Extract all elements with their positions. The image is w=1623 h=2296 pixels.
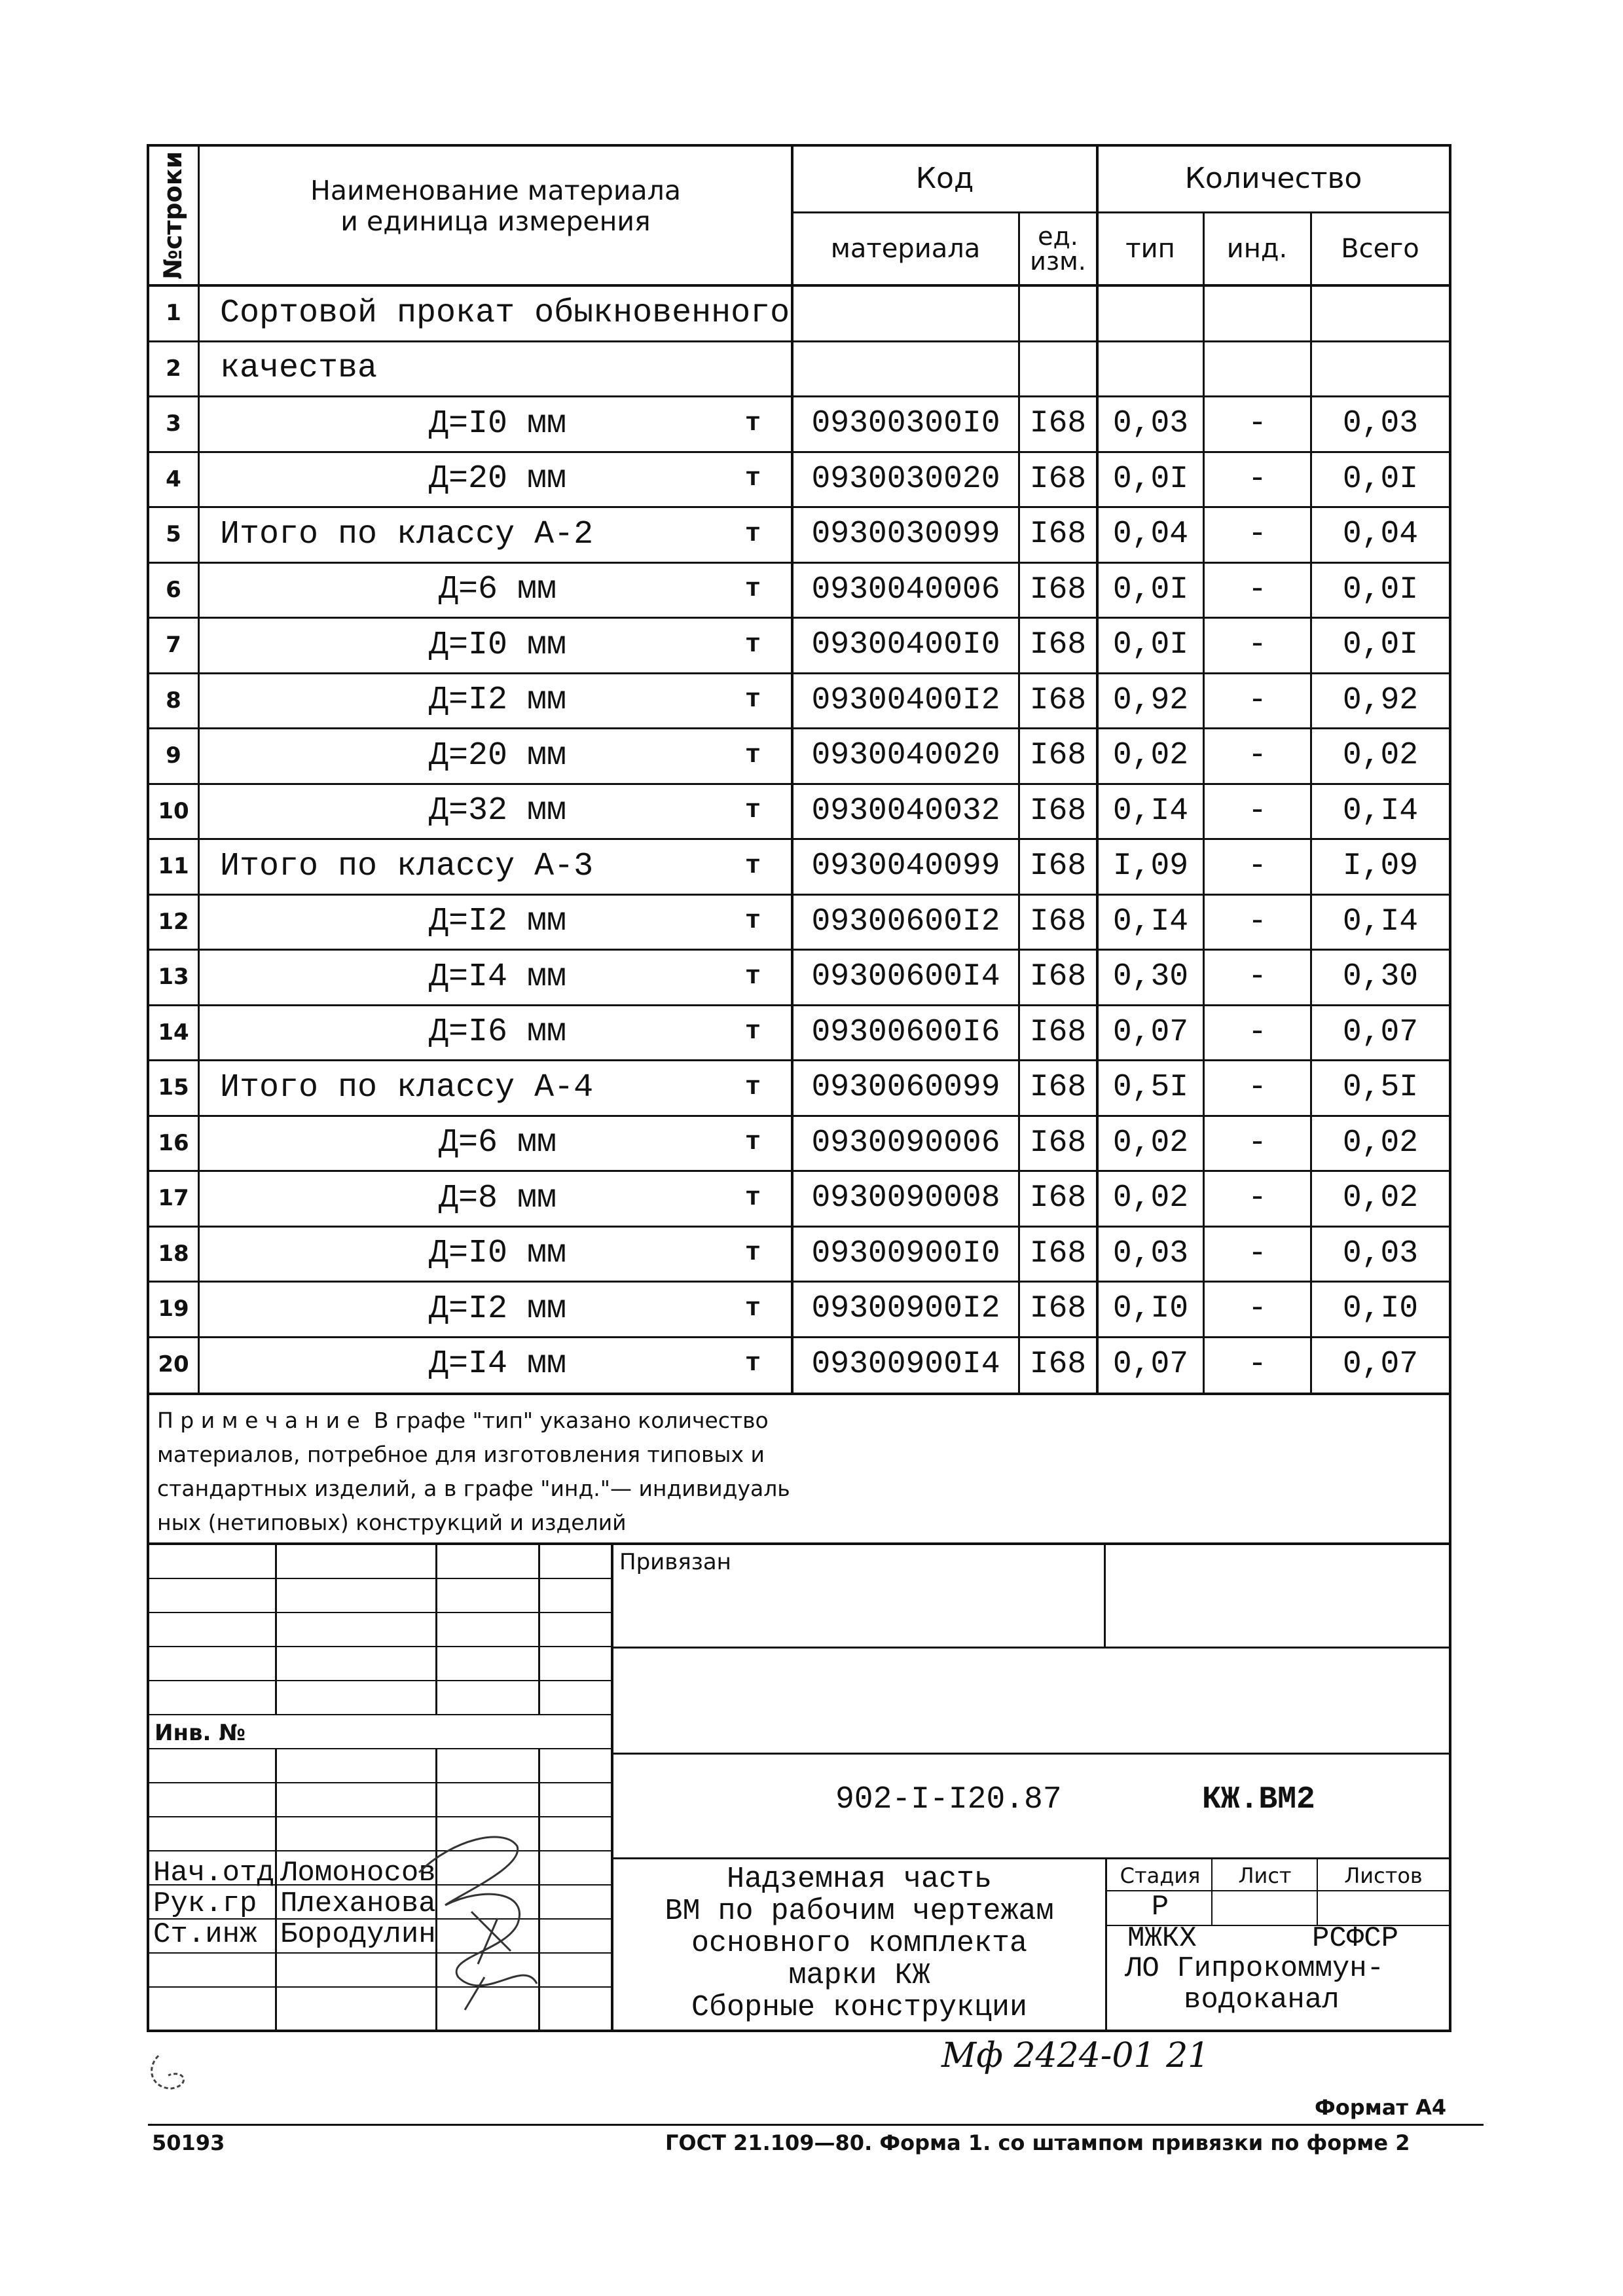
material-code: 09300400I2 [811, 682, 1000, 718]
table-row [0, 894, 1623, 950]
row-number: 4 [166, 465, 181, 492]
material-name: Итого по классу А-2 [220, 515, 594, 553]
privyazan-label: Привязан [619, 1549, 731, 1575]
title-line: Сборные конструкции [691, 1991, 1028, 2024]
material-name: Д=20 мм [428, 737, 567, 774]
qty-typ: 0,04 [1112, 517, 1189, 553]
qty-total: 0,04 [1342, 517, 1419, 553]
material-code: 09300400I0 [811, 627, 1000, 663]
org-line2: ЛО Гипрокоммун- [1125, 1952, 1385, 1985]
org-line1-left: МЖКХ [1127, 1922, 1197, 1955]
unit-letter: т [744, 1128, 761, 1158]
unit-code: I68 [1029, 959, 1087, 995]
material-code: 09300900I2 [811, 1291, 1000, 1327]
row-number: 11 [158, 853, 189, 880]
material-name: Д=I0 мм [428, 405, 567, 443]
unit-letter: т [744, 907, 761, 937]
qty-ind: - [1248, 1235, 1267, 1271]
signatory-name: Ломоносов [280, 1857, 436, 1889]
title-line: ВМ по рабочим чертежам [665, 1895, 1054, 1928]
header-code-group: Код [915, 161, 974, 195]
unit-code: I68 [1029, 1180, 1087, 1216]
unit-code: I68 [1029, 406, 1087, 442]
unit-code: I68 [1029, 738, 1087, 774]
qty-total: 0,I0 [1342, 1291, 1419, 1327]
row-number: 2 [166, 355, 181, 382]
qty-ind: - [1248, 1291, 1267, 1327]
qty-ind: - [1248, 682, 1267, 718]
qty-typ: 0,02 [1112, 1180, 1189, 1216]
unit-code: I68 [1029, 1014, 1087, 1050]
unit-code: I68 [1029, 848, 1087, 884]
left-number: 50193 [152, 2130, 225, 2155]
material-name: Д=8 мм [438, 1179, 557, 1217]
material-name: Д=I0 мм [428, 1235, 567, 1273]
qty-typ [1099, 341, 1203, 397]
format-label: Формат А4 [1315, 2095, 1447, 2120]
table-row [0, 1226, 1623, 1282]
qty-typ: 0,03 [1112, 1235, 1189, 1271]
signatory-role: Нач.отд [153, 1857, 274, 1889]
qty-ind: - [1248, 1070, 1267, 1106]
qty-total: 0,92 [1342, 682, 1419, 718]
title-line: Надземная часть [726, 1863, 993, 1896]
unit-code: I68 [1029, 793, 1087, 829]
table-row [0, 452, 1623, 507]
table-row [0, 1116, 1623, 1171]
qty-typ: 0,0I [1112, 627, 1189, 663]
unit-letter: т [744, 685, 761, 716]
qty-typ: 0,07 [1112, 1346, 1189, 1382]
unit-code: I68 [1029, 1235, 1087, 1271]
qty-total: 0,07 [1342, 1346, 1419, 1382]
qty-ind [1205, 285, 1310, 341]
unit-code: I68 [1029, 1346, 1087, 1382]
signatory-role: Рук.гр [153, 1887, 257, 1920]
material-name: Д=I4 мм [428, 958, 567, 996]
stage-value: Р [1151, 1891, 1169, 1923]
unit-code: I68 [1029, 1125, 1087, 1161]
handwritten-archive-number: Мф 2424-01 21 [941, 2036, 1210, 2075]
material-code: 0930040099 [811, 848, 1000, 884]
material-name: Д=I2 мм [428, 903, 567, 941]
qty-typ: 0,0I [1112, 572, 1189, 608]
header-name: Наименование материала и единица измерения [310, 174, 681, 237]
row-number: 6 [166, 576, 181, 603]
qty-total: I,09 [1342, 848, 1419, 884]
inventory-number-label: Инв. № [155, 1720, 246, 1746]
header-qty-group: Количество [1184, 161, 1362, 195]
qty-ind: - [1248, 517, 1267, 553]
material-name: Д=20 мм [428, 460, 567, 498]
row-number: 1 [166, 300, 181, 327]
qty-typ: 0,07 [1112, 1014, 1189, 1050]
qty-ind: - [1248, 1014, 1267, 1050]
qty-total: 0,0I [1342, 627, 1419, 663]
table-row [0, 285, 1623, 341]
unit-code: I68 [1029, 682, 1087, 718]
signatures-scribble [406, 1813, 576, 2030]
row-number: 10 [158, 797, 189, 824]
material-name: Д=6 мм [438, 1124, 557, 1162]
header-material: материала [830, 234, 981, 264]
header-row-number-label: №строки [158, 151, 188, 280]
qty-ind: - [1248, 406, 1267, 442]
material-code: 0930040006 [811, 572, 1000, 608]
document-mark: КЖ.ВМ2 [1202, 1782, 1315, 1817]
unit-code: I68 [1029, 461, 1087, 497]
unit-letter: т [744, 740, 761, 771]
corner-scribble [139, 2049, 198, 2102]
material-name: Д=32 мм [428, 792, 567, 830]
unit-code: I68 [1029, 1291, 1087, 1327]
unit-letter [720, 285, 786, 341]
stage-label: Стадия [1120, 1863, 1201, 1888]
qty-total: 0,02 [1342, 1180, 1419, 1216]
qty-ind: - [1248, 1125, 1267, 1161]
qty-total: 0,0I [1342, 461, 1419, 497]
material-code: 09300300I0 [811, 406, 1000, 442]
header-ind: инд. [1226, 234, 1288, 264]
row-number: 18 [158, 1240, 189, 1267]
sheets-label: Листов [1344, 1863, 1423, 1888]
unit-code [1020, 285, 1096, 341]
header-row-number [148, 145, 199, 285]
material-name: Сортовой прокат обыкновенного [220, 294, 790, 332]
material-code: 09300600I6 [811, 1014, 1000, 1050]
table-row [0, 728, 1623, 784]
table-row [0, 784, 1623, 839]
document-title [615, 1863, 1103, 2024]
qty-typ: I,09 [1112, 848, 1189, 884]
table-row [0, 1337, 1623, 1393]
qty-typ: 0,I4 [1112, 793, 1189, 829]
qty-total [1312, 285, 1449, 341]
material-name: Д=I6 мм [428, 1013, 567, 1051]
unit-code [1020, 341, 1096, 397]
table-row [0, 673, 1623, 729]
row-number: 5 [166, 521, 181, 548]
qty-ind: - [1248, 627, 1267, 663]
unit-letter: т [744, 851, 761, 881]
table-row [0, 1281, 1623, 1337]
qty-ind: - [1248, 572, 1267, 608]
unit-letter: т [744, 1349, 761, 1379]
material-name: качества [220, 350, 378, 388]
unit-letter: т [744, 1072, 761, 1102]
org-line3: водоканал [1184, 1984, 1340, 2016]
unit-letter: т [744, 1017, 761, 1048]
document-code: 902-I-I20.87 [835, 1782, 1062, 1817]
material-name: Итого по классу А-3 [220, 847, 594, 885]
qty-total: 0,03 [1342, 1235, 1419, 1271]
signatory-role: Ст.инж [153, 1918, 257, 1951]
org-line1-right: РСФСР [1312, 1922, 1399, 1955]
table-row [0, 949, 1623, 1005]
row-number: 19 [158, 1296, 189, 1322]
qty-ind: - [1248, 1346, 1267, 1382]
qty-ind: - [1248, 793, 1267, 829]
header-typ: тип [1125, 234, 1175, 264]
material-code: 0930090008 [811, 1180, 1000, 1216]
table-row [0, 507, 1623, 562]
unit-letter: т [744, 1294, 761, 1324]
material-code: 0930060099 [811, 1070, 1000, 1106]
qty-typ: 0,03 [1112, 406, 1189, 442]
qty-typ: 0,5I [1112, 1070, 1189, 1106]
material-name: Д=I0 мм [428, 626, 567, 664]
row-number: 3 [166, 410, 181, 437]
unit-letter: т [744, 575, 761, 605]
unit-letter: т [744, 630, 761, 660]
sheet-label: Лист [1238, 1863, 1292, 1888]
qty-ind [1205, 341, 1310, 397]
qty-typ: 0,30 [1112, 959, 1189, 995]
header-total: Всего [1341, 234, 1419, 264]
row-number: 16 [158, 1129, 189, 1156]
qty-total: 0,02 [1342, 1125, 1419, 1161]
qty-typ: 0,02 [1112, 738, 1189, 774]
unit-letter: т [744, 1239, 761, 1269]
material-name: Д=6 мм [438, 571, 557, 609]
material-code: 0930090006 [811, 1125, 1000, 1161]
table-row [0, 839, 1623, 894]
qty-typ [1099, 285, 1203, 341]
material-code: 0930040020 [811, 738, 1000, 774]
qty-typ: 0,I4 [1112, 903, 1189, 939]
unit-code: I68 [1029, 903, 1087, 939]
qty-ind: - [1248, 461, 1267, 497]
row-number: 9 [166, 742, 181, 769]
table-row [0, 617, 1623, 673]
unit-letter: т [744, 409, 761, 439]
row-number: 8 [166, 687, 181, 714]
row-number: 13 [158, 964, 189, 991]
qty-total: 0,5I [1342, 1070, 1419, 1106]
unit-letter: т [744, 796, 761, 826]
unit-letter: т [744, 1183, 761, 1213]
title-line: основного комплекта [691, 1927, 1028, 1960]
row-number: 15 [158, 1074, 189, 1101]
header-unit: ед. изм. [1030, 222, 1086, 276]
title-line: марки КЖ [788, 1959, 930, 1992]
qty-typ: 0,0I [1112, 461, 1189, 497]
row-number: 17 [158, 1185, 189, 1212]
table-row [0, 1005, 1623, 1061]
table-row [0, 562, 1623, 618]
material-code: 09300900I0 [811, 1235, 1000, 1271]
material-name: Д=I2 мм [428, 1290, 567, 1328]
material-name: Итого по классу А-4 [220, 1068, 594, 1106]
unit-code: I68 [1029, 1070, 1087, 1106]
qty-total: 0,I4 [1342, 903, 1419, 939]
unit-code: I68 [1029, 517, 1087, 553]
qty-ind: - [1248, 1180, 1267, 1216]
qty-ind: - [1248, 903, 1267, 939]
qty-ind: - [1248, 738, 1267, 774]
table-row [0, 1060, 1623, 1116]
unit-letter: т [744, 464, 761, 494]
row-number: 20 [158, 1351, 189, 1377]
unit-letter [720, 341, 786, 397]
material-name: Д=I4 мм [428, 1345, 567, 1383]
note-text: П р и м е ч а н и е В графе "тип" указано количество материалов, потребное для изготовления типовых и стандартных изделий, а в графе "инд."— индивидуаль ных (нетиповых) конструкций и изделий [157, 1408, 790, 1535]
material-code: 09300900I4 [811, 1346, 1000, 1382]
material-code: 0930030099 [811, 517, 1000, 553]
material-code: 0930040032 [811, 793, 1000, 829]
material-code [793, 341, 1018, 397]
signatory-name: Бородулин [280, 1918, 436, 1951]
qty-total: 0,02 [1342, 738, 1419, 774]
qty-total: 0,I4 [1342, 793, 1419, 829]
qty-total: 0,30 [1342, 959, 1419, 995]
unit-letter: т [744, 962, 761, 992]
qty-ind: - [1248, 959, 1267, 995]
qty-typ: 0,02 [1112, 1125, 1189, 1161]
table-row [0, 396, 1623, 452]
table-row [0, 1171, 1623, 1226]
unit-code: I68 [1029, 627, 1087, 663]
material-name: Д=I2 мм [428, 682, 567, 720]
gost-form-label: ГОСТ 21.109—80. Форма 1. со штампом привязки по форме 2 [665, 2130, 1410, 2155]
row-number: 7 [166, 632, 181, 659]
row-number: 12 [158, 908, 189, 935]
qty-total [1312, 341, 1449, 397]
unit-letter: т [744, 519, 761, 549]
qty-ind: - [1248, 848, 1267, 884]
qty-total: 0,0I [1342, 572, 1419, 608]
row-number: 14 [158, 1019, 189, 1046]
qty-typ: 0,I0 [1112, 1291, 1189, 1327]
table-row [0, 341, 1623, 397]
material-code: 0930030020 [811, 461, 1000, 497]
signatory-name: Плеханова [280, 1887, 436, 1920]
material-code: 09300600I2 [811, 903, 1000, 939]
unit-code: I68 [1029, 572, 1087, 608]
qty-typ: 0,92 [1112, 682, 1189, 718]
material-code: 09300600I4 [811, 959, 1000, 995]
material-code [793, 285, 1018, 341]
qty-total: 0,07 [1342, 1014, 1419, 1050]
qty-total: 0,03 [1342, 406, 1419, 442]
